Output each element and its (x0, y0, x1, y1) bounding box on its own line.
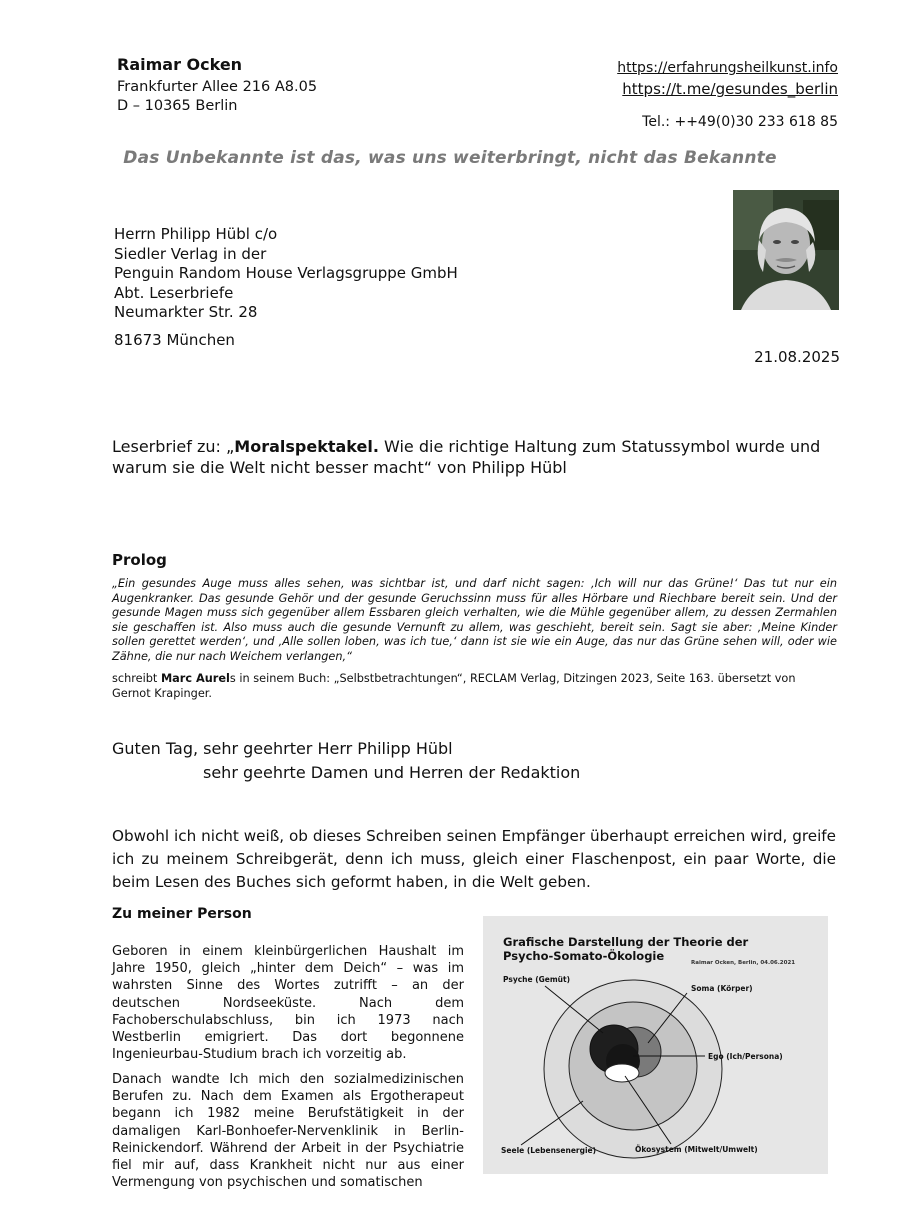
author-photo (733, 190, 839, 310)
recipient-line: Abt. Leserbriefe (114, 283, 234, 302)
source-rest: s in seinem Buch: „Selbstbetrachtungen“, RECLAM Verlag, Ditzingen 2023, Seite 163. übersetzt von Gernot Krapinger. (112, 672, 796, 700)
phone-number: Tel.: ++49(0)30 233 618 85 (642, 114, 838, 130)
source-prefix: schreibt (112, 672, 161, 685)
label-ego: Ego (Ich/Persona) (708, 1052, 783, 1061)
psycho-somato-diagram (483, 916, 828, 1174)
quote-source (112, 672, 837, 701)
label-psyche: Psyche (Gemüt) (503, 975, 571, 984)
telegram-link[interactable]: https://t.me/gesundes_berlin (622, 80, 838, 98)
recipient-city: 81673 München (114, 331, 235, 349)
sender-name: Raimar Ocken (117, 55, 243, 74)
subject-rest: Wie die richtige Haltung zum Statussymbol wurde und warum sie die Welt nicht besser macht“ von Philipp Hübl (112, 437, 821, 477)
diagram-title-line-2: Psycho-Somato-Ökologie (503, 949, 665, 963)
greeting-line-1: Guten Tag, sehr geehrter Herr Philipp Hübl (112, 739, 453, 758)
letter-date: 21.08.2025 (754, 348, 840, 366)
sender-city: D – 10365 Berlin (117, 98, 238, 114)
bio-paragraph-2: Danach wandte Ich mich den sozialmedizinischen Berufen zu. Nach dem Examen als Ergotherapeut begann ich 1982 meine Berufstätigkeit in der damaligen Karl-Bonhoefer-Nervenklinik in Berlin-Reinickendorf. Während der Arbeit in der Psychiatrie fiel mir auf, dass Krankheit nicht nur aus einer Vermengung von psychischen und somatischen (112, 1072, 464, 1191)
label-seele: Seele (Lebensenergie) (501, 1146, 597, 1155)
motto: Das Unbekannte ist das, was uns weiterbringt, nicht das Bekannte (123, 148, 777, 168)
subject-book-title: Moralspektakel. (234, 437, 379, 456)
recipient-line: Neumarkter Str. 28 (114, 303, 258, 321)
recipient-line: Siedler Verlag in der (114, 244, 267, 263)
source-author: Marc Aurel (160, 672, 230, 685)
recipient-line: Penguin Random House Verlagsgruppe GmbH (114, 264, 458, 282)
diagram-title-line-1: Grafische Darstellung der Theorie der (503, 935, 749, 949)
bio-paragraph-1: Geboren in einem kleinbürgerlichen Haushalt im Jahre 1950, gleich „hinter dem Deich“ – was im wahrsten Sinne des Wortes zutrifft – an der deutschen Nordseeküste. Nach dem Fachoberschulabschluss, bin ich 1973 nach Westberlin emigriert. Das dort begonnene Ingenieurbau-Studium brach ich vorzeitig ab. (112, 944, 464, 1063)
subject-line (112, 436, 832, 478)
label-soma: Soma (Körper) (691, 984, 753, 993)
ego-circle (605, 1064, 639, 1082)
website-link[interactable]: https://erfahrungsheilkunst.info (617, 60, 838, 76)
person-heading: Zu meiner Person (112, 906, 252, 922)
prolog-heading: Prolog (112, 551, 167, 569)
recipient-address (114, 225, 458, 323)
sender-street: Frankfurter Allee 216 A8.05 (117, 79, 318, 95)
prolog-quote: „Ein gesundes Auge muss alles sehen, was sichtbar ist, und darf nicht sagen: ‚Ich will nur das Grüne!‘ Das tut nur ein Augenkranker. Das gesunde Gehör und der gesunde Geruchssinn muss für alles Hörbare und Riechbare bereit sein. Und der gesunde Magen muss sich gegenüber allem Essbaren gleich verhalten, wie die Mühle gegenüber allem, zu dessen Zermahlen sie geschaffen ist. Also muss auch die gesunde Vernunft zu allem, was geschieht, bereit sein. Sagt sie aber: ‚Meine Kinder sollen gerettet werden‘, und ‚Alle sollen loben, was ich tue,‘ dann ist sie wie ein Auge, das nur das Grüne sehen will, oder wie Zähne, die nur nach Weichem verlangen,“ (112, 577, 837, 663)
intro-paragraph: Obwohl ich nicht weiß, ob dieses Schreiben seinen Empfänger überhaupt erreichen wird, greife ich zu meinem Schreibgerät, denn ich muss, gleich einer Flaschenpost, ein paar Worte, die beim Lesen des Buches sich geformt haben, in die Welt geben. (112, 827, 836, 891)
subject-prefix: Leserbrief zu: „ (112, 437, 235, 456)
diagram-credit: Raimar Ocken, Berlin, 04.06.2021 (691, 960, 796, 966)
recipient-line: Herrn Philipp Hübl c/o (114, 225, 278, 243)
label-oeko: Ökosystem (Mitwelt/Umwelt) (635, 1145, 758, 1154)
greeting-line-2: sehr geehrte Damen und Herren der Redaktion (203, 763, 581, 782)
